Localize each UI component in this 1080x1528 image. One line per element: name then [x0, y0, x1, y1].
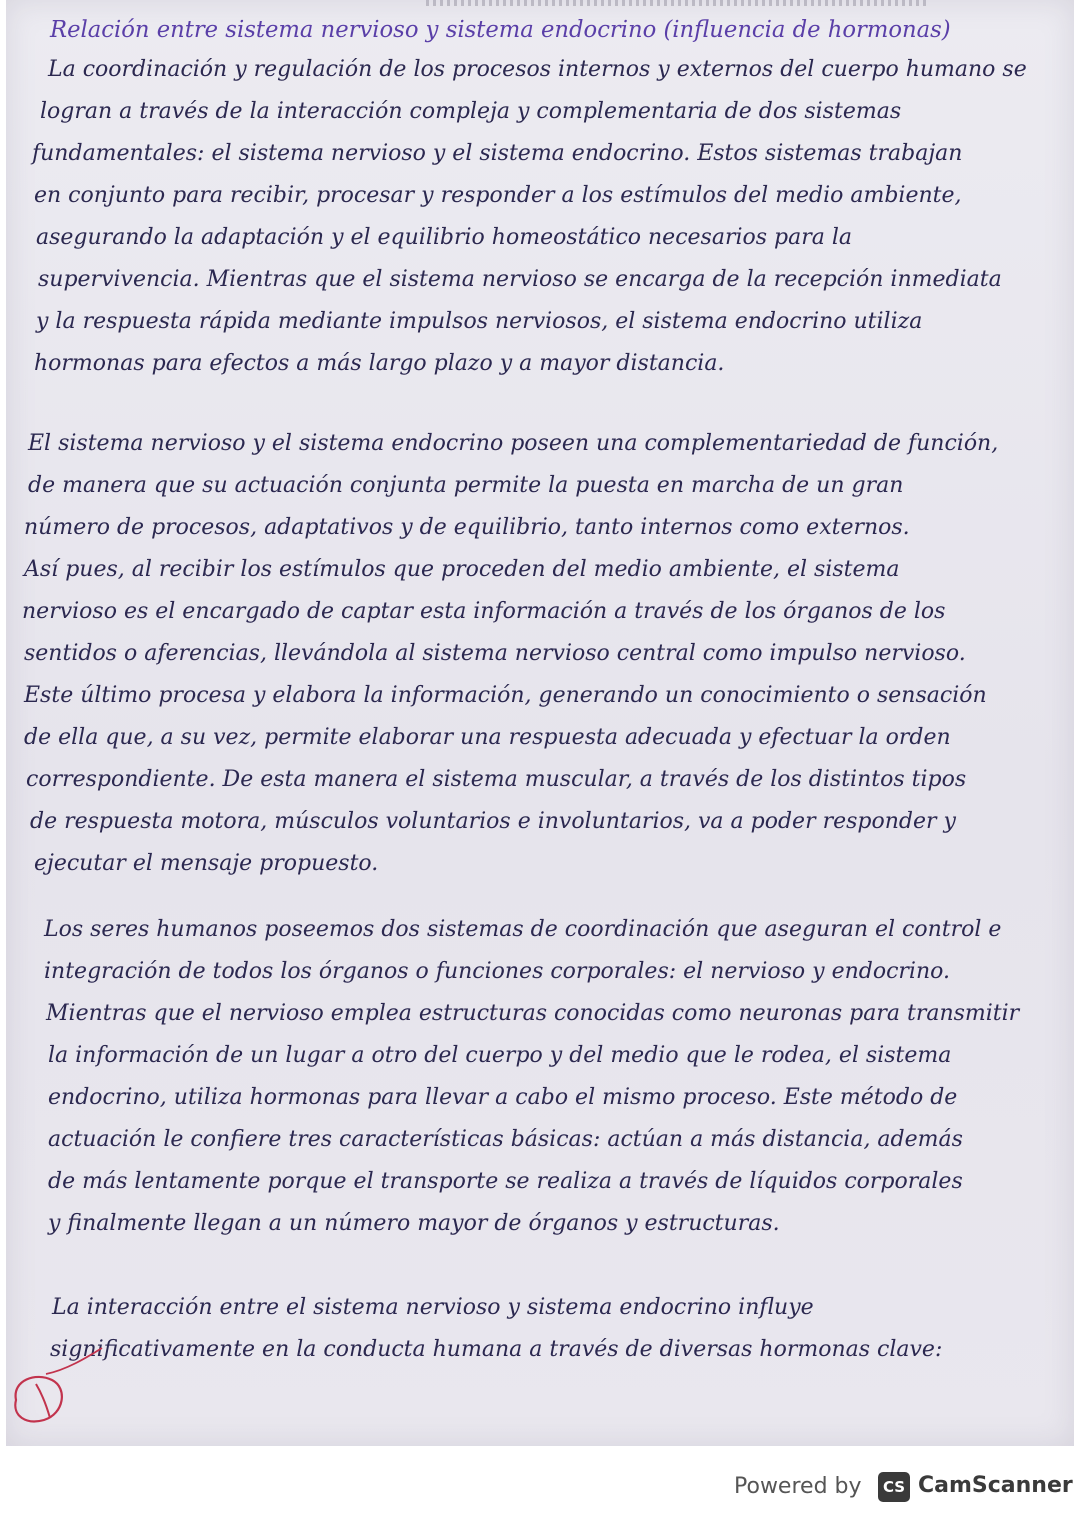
- text-line: fundamentales: el sistema nervioso y el sistema endocrino. Estos sistemas trabajan: [32, 141, 963, 166]
- text-line: asegurando la adaptación y el equilibrio homeostático necesarios para la: [36, 225, 853, 250]
- text-line: integración de todos los órganos o funciones corporales: el nervioso y endocrino.: [44, 959, 950, 984]
- text-line: nervioso es el encargado de captar esta información a través de los órganos de los: [22, 599, 946, 624]
- text-line: hormonas para efectos a más largo plazo y a mayor distancia.: [34, 351, 725, 376]
- text-line: significativamente en la conducta humana a través de diversas hormonas clave:: [50, 1337, 943, 1362]
- text-line: la información de un lugar a otro del cuerpo y del medio que le rodea, el sistema: [48, 1043, 952, 1068]
- scanned-page: [6, 0, 1074, 1446]
- text-line: ejecutar el mensaje propuesto.: [34, 851, 379, 876]
- text-line: de manera que su actuación conjunta permite la puesta en marcha de un gran: [28, 473, 904, 498]
- text-line: Este último procesa y elabora la información, generando un conocimiento o sensación: [24, 683, 987, 708]
- text-line: La interacción entre el sistema nervioso y sistema endocrino influye: [52, 1295, 814, 1320]
- red-pen-mark-icon: [6, 1340, 106, 1430]
- text-line: sentidos o aferencias, llevándola al sistema nervioso central como impulso nervioso.: [24, 641, 966, 666]
- text-line: número de procesos, adaptativos y de equilibrio, tanto internos como externos.: [24, 515, 910, 540]
- text-line: y finalmente llegan a un número mayor de órganos y estructuras.: [48, 1211, 780, 1236]
- text-line: correspondiente. De esta manera el sistema muscular, a través de los distintos tipos: [26, 767, 967, 792]
- camscanner-brand: CamScanner: [918, 1473, 1073, 1498]
- text-line: de respuesta motora, músculos voluntarios e involuntarios, va a poder responder y: [30, 809, 956, 834]
- text-line: endocrino, utiliza hormonas para llevar a cabo el mismo proceso. Este método de: [48, 1085, 958, 1110]
- text-line: Los seres humanos poseemos dos sistemas de coordinación que aseguran el control e: [44, 917, 1002, 942]
- text-line: actuación le confiere tres características básicas: actúan a más distancia, además: [48, 1127, 963, 1152]
- text-line: supervivencia. Mientras que el sistema nervioso se encarga de la recepción inmediata: [38, 267, 1002, 292]
- document-title: Relación entre sistema nervioso y sistema endocrino (influencia de hormonas): [50, 17, 951, 43]
- text-line: La coordinación y regulación de los procesos internos y externos del cuerpo humano se: [48, 57, 1027, 82]
- text-line: El sistema nervioso y el sistema endocrino poseen una complementariedad de función,: [28, 431, 999, 456]
- text-line: Así pues, al recibir los estímulos que proceden del medio ambiente, el sistema: [24, 557, 900, 582]
- text-line: en conjunto para recibir, procesar y responder a los estímulos del medio ambiente,: [34, 183, 962, 208]
- text-line: y la respuesta rápida mediante impulsos nerviosos, el sistema endocrino utiliza: [36, 309, 923, 334]
- camscanner-logo-icon: CS: [878, 1472, 910, 1502]
- powered-by-label: Powered by: [734, 1474, 862, 1499]
- text-line: de ella que, a su vez, permite elaborar una respuesta adecuada y efectuar la orden: [24, 725, 951, 750]
- text-line: logran a través de la interacción compleja y complementaria de dos sistemas: [40, 99, 902, 124]
- camscanner-footer: [0, 1446, 1080, 1528]
- text-line: de más lentamente porque el transporte se realiza a través de líquidos corporales: [48, 1169, 963, 1194]
- page-edge-strip: [426, 0, 926, 6]
- text-line: Mientras que el nervioso emplea estructuras conocidas como neuronas para transmitir: [46, 1001, 1020, 1026]
